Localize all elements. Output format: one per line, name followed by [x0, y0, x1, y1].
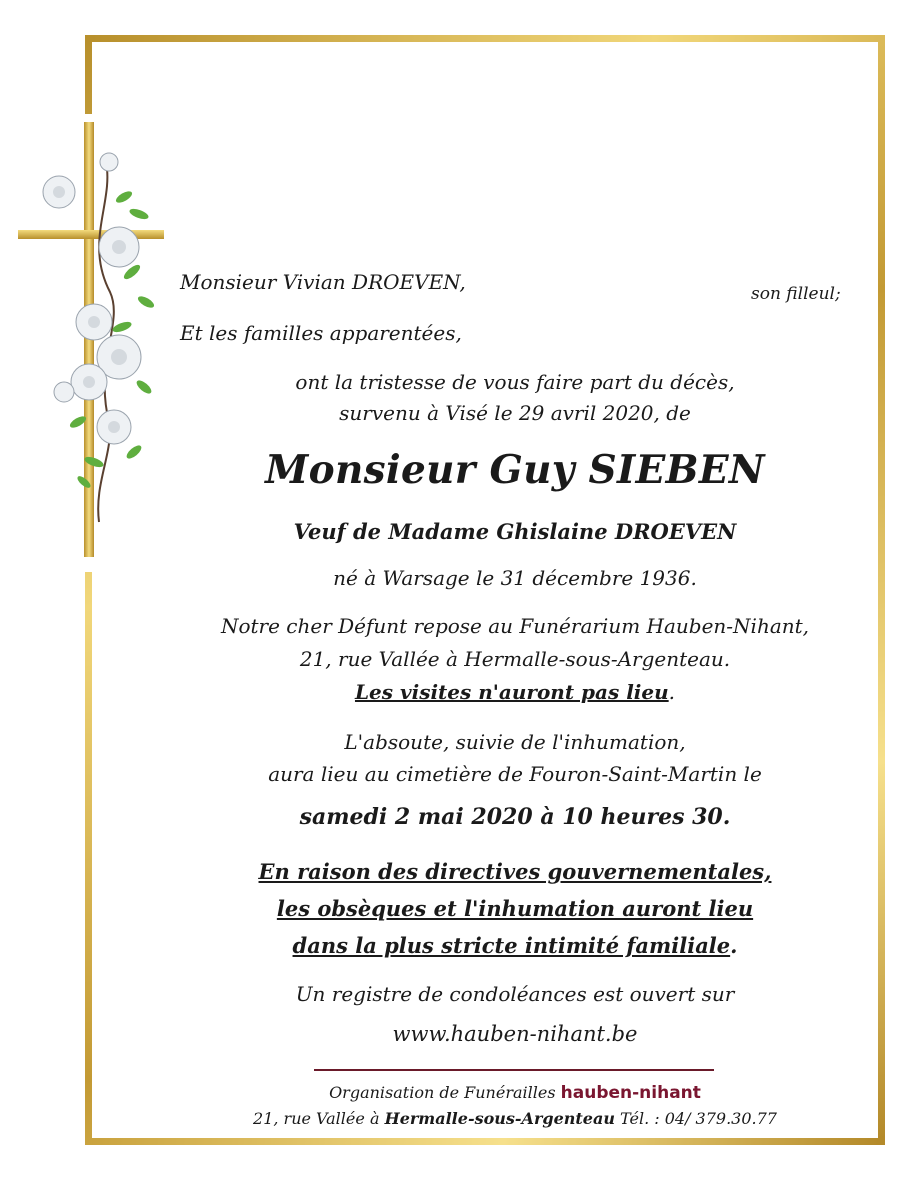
announcement [110, 367, 918, 429]
register-line: Un registre de condoléances est ouvert sur [295, 982, 735, 1006]
footer-town: Hermalle-sous-Argenteau [384, 1109, 615, 1128]
resting-place [110, 610, 918, 676]
announce-line-2: survenu à Visé le 29 avril 2020, de [339, 401, 691, 425]
website-link[interactable]: www.hauben-nihant.be [392, 1022, 638, 1046]
mourner-relation: son filleul; [751, 284, 841, 304]
covid-line-2: les obsèques et l'inhumation auront lieu [276, 896, 754, 921]
covid-notice [110, 853, 918, 964]
footer-address [110, 1109, 918, 1128]
covid-line-1: En raison des directives gouvernementales, [258, 859, 772, 884]
absoute-line-1: L'absoute, suivie de l'inhumation, [344, 730, 686, 754]
covid-line-3: dans la plus stricte intimité familiale [292, 933, 731, 958]
spouse-line: Veuf de Madame Ghislaine DROEVEN [293, 519, 737, 544]
visits-line [110, 680, 918, 704]
footer-phone: Tél. : 04/ 379.30.77 [620, 1109, 777, 1128]
covid-period: . [730, 933, 738, 958]
gold-frame [85, 35, 885, 1145]
footer-divider [314, 1069, 714, 1071]
absoute-block [110, 726, 918, 790]
visits-text: Les visites n'auront pas lieu [354, 680, 669, 704]
mourner-line: Monsieur Vivian DROEVEN, [180, 270, 466, 294]
org-label: Organisation de Funérailles [329, 1083, 556, 1102]
absoute-line-2: aura lieu au cimetière de Fouron-Saint-Martin le [268, 762, 762, 786]
cross-with-flowers-icon [14, 122, 174, 567]
deceased-name: Monsieur Guy SIEBEN [265, 447, 765, 493]
announce-line-1: ont la tristesse de vous faire part du décès, [295, 370, 735, 394]
brand-logo: hauben-nihant [560, 1083, 701, 1103]
visits-period: . [668, 680, 676, 704]
families-line: Et les familles apparentées, [180, 321, 462, 345]
rest-line-2: 21, rue Vallée à Hermalle-sous-Argenteau. [299, 647, 731, 671]
rest-line-1: Notre cher Défunt repose au Funérarium Hauben-Nihant, [220, 614, 810, 638]
footer-street: 21, rue Vallée à [253, 1109, 380, 1128]
birth-line: né à Warsage le 31 décembre 1936. [333, 566, 697, 590]
ceremony-date: samedi 2 mai 2020 à 10 heures 30. [299, 804, 731, 830]
footer-org [110, 1083, 918, 1103]
